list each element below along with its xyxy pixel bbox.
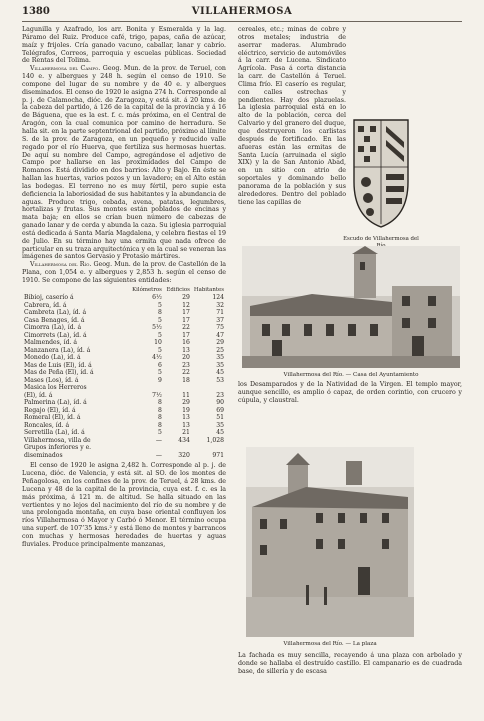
page-number: 1380 bbox=[22, 6, 50, 17]
table-cell-number: 12 bbox=[182, 301, 190, 309]
table-cell-number: 17 bbox=[182, 316, 190, 324]
table-cell-number: 22 bbox=[182, 369, 190, 377]
town-hall-photo bbox=[242, 246, 460, 368]
table-cell-number: 29 bbox=[182, 399, 190, 407]
table-cell-number: 7½ bbox=[152, 391, 162, 399]
table-cell-name: Cimorrets (La), íd. á bbox=[24, 331, 87, 339]
table-cell-number bbox=[192, 384, 226, 392]
table-cell-number: 22 bbox=[182, 324, 190, 332]
table-cell-name: Mases (Los), íd. á bbox=[24, 376, 79, 384]
left-column bbox=[22, 26, 226, 549]
coat-of-arms-image bbox=[346, 112, 416, 232]
table-header: Habitantes bbox=[193, 286, 224, 293]
table-row bbox=[22, 399, 226, 407]
table-cell-name: Regajo (El), íd. á bbox=[24, 406, 76, 414]
page-title: VILLAHERMOSA bbox=[191, 6, 293, 17]
table-cell-name: Monedo (La), íd. á bbox=[24, 354, 81, 362]
table-cell-number: 8 bbox=[158, 399, 162, 407]
paragraph bbox=[22, 261, 226, 285]
table-row bbox=[22, 332, 226, 340]
table-cell-number: 18 bbox=[182, 376, 190, 384]
table-cell-name: Romeral (El), íd. á bbox=[24, 414, 81, 422]
table-cell-number bbox=[130, 444, 164, 452]
table-cell-number: 23 bbox=[216, 391, 224, 399]
right-column-continued bbox=[238, 381, 462, 405]
table-cell-number: 8 bbox=[158, 406, 162, 414]
table-cell-number: 90 bbox=[216, 399, 224, 407]
table-cell-name: Mas de Luis (El), íd. á bbox=[24, 361, 92, 369]
table-cell-name: Casa Benages, íd. á bbox=[24, 316, 85, 324]
table-cell-number: 53 bbox=[216, 376, 224, 384]
right-column-final bbox=[238, 652, 462, 676]
table-cell-name: (El), íd. á bbox=[24, 391, 53, 399]
table-cell-number: 10 bbox=[154, 339, 162, 347]
table-cell-number: 5½ bbox=[152, 324, 162, 332]
paragraph: El censo de 1920 le asigna 2,482 h. Corresponde al p. j. de Lucena, dióc. de Valencia, y está sit. al SO. de los montes de Peñagolosa, en los confines de la prov. de Teruel, á 28 kms. de Lucena y 48 de la capital de la provincia, cuya est. f. c. es la más próxima, á 121 m. de altitud. Se halla situado en las vertientes y no lejos del nacimiento del río de su nombre y de una prolongada montaña, en cuya base oriental confluyen los ríos Villahermosa ó Mayor y Carbó ó Menor. El término ocupa una superf. de 107’35 kms.² y está lleno de montes y barrancos con muchas y hermosas heredades de huertas y aguas fluviales. Produce principalmente manzanas, bbox=[22, 462, 226, 548]
table-cell-name: Malmendes, íd. á bbox=[24, 339, 77, 347]
table-cell-number: 37 bbox=[216, 316, 224, 324]
table-cell-number: 35 bbox=[216, 361, 224, 369]
entry-name: Villahermosa del Río. bbox=[30, 261, 92, 269]
table-cell-number bbox=[130, 384, 164, 392]
table-cell-name: Masica los Herreros bbox=[24, 384, 87, 392]
table-cell-number bbox=[192, 444, 226, 452]
table-row bbox=[22, 437, 226, 445]
table-cell-number: 6½ bbox=[152, 294, 162, 302]
table-header-row bbox=[22, 287, 226, 295]
paragraph bbox=[22, 65, 226, 261]
table-cell-number: 29 bbox=[216, 339, 224, 347]
table-cell-name: Manzanera (La), íd. á bbox=[24, 346, 91, 354]
header-rule bbox=[22, 21, 462, 22]
table-cell-number: 51 bbox=[216, 414, 224, 422]
table-cell-number: 11 bbox=[182, 391, 190, 399]
table-body bbox=[22, 294, 226, 459]
table-cell-number: 17 bbox=[182, 331, 190, 339]
town-hall-photo-caption: Villahermosa del Río. — Casa del Ayuntamiento bbox=[283, 372, 419, 378]
table-cell-name: Mas de Peña (El), íd. á bbox=[24, 369, 94, 377]
coat-of-arms-icon bbox=[346, 112, 416, 232]
table-cell-number: 19 bbox=[182, 406, 190, 414]
table-cell-name: Cambreta (La), íd. á bbox=[24, 309, 87, 317]
table-cell-name: Grupos inferiores y e. bbox=[24, 444, 92, 452]
table-cell-number bbox=[164, 444, 192, 452]
table-row bbox=[22, 407, 226, 415]
table-cell-number: 8 bbox=[158, 421, 162, 429]
entry-text: Geog. Mun. de la prov. de Castellón de la Plana, con 1,054 e. y albergues y 2,853 h. según el censo de 1910. Se compone de las siguientes entidades: bbox=[22, 261, 226, 284]
table-cell-number: 124 bbox=[212, 294, 224, 302]
entry-name: Villahermosa del Campo. bbox=[30, 65, 101, 73]
table-cell-number: 320 bbox=[178, 451, 190, 459]
table-cell-number: 45 bbox=[216, 369, 224, 377]
table-cell-name: Villahermosa, villa de bbox=[24, 436, 91, 444]
paragraph: Lagunilla y Azafrado, los arr. Bonita y Esmeralda y la lag. Páramo del Ruiz. Produce café, trigo, papas, caña de azúcar, maíz y frijoles. Cría ganado vacuno, caballar, lanar y cabrío. Telégrafos, Correos, parroquia y escuelas públicas. Sociedad de Rentas del Tolima. bbox=[22, 26, 226, 65]
table-cell-name: Bibioj, caserío á bbox=[24, 294, 74, 302]
town-square-photo-caption: Villahermosa del Río. — La plaza bbox=[283, 641, 377, 647]
table-cell-number: 5 bbox=[158, 369, 162, 377]
table-cell-number: — bbox=[155, 451, 162, 459]
table-cell-number: 25 bbox=[216, 346, 224, 354]
table-cell-number: 9 bbox=[158, 376, 162, 384]
table-row bbox=[22, 347, 226, 355]
page-header bbox=[22, 6, 462, 20]
table-row bbox=[22, 452, 226, 460]
table-cell-number: 13 bbox=[182, 414, 190, 422]
table-cell-name: Cimorra (La), íd. á bbox=[24, 324, 82, 332]
paragraph: cereales, etc.; minas de cobre y otros metales; industria de aserrar maderas. Alumbrado eléctrico, servicio de automóviles á la carr. de Lucena. Sindicato Agrícola. Pasa á corta distancia la carr. de Castellón á Teruel. Clima frío. El caserío es regular, con calles estrechas y pendientes. Hay dos plazuelas. La iglesia parroquial está en lo alto de la población, cerca del Calvario y del granero del duque, que destruyeron los carlistas después de fortificado. En las afueras están las ermitas de Santa Lucía (arruinada el siglo XIX) y la de San Antonio Abad, en un sitio con atrio de soportales y dominando bello panorama de la población y sus alrededores. Dentro del poblado tiene las capillas de bbox=[238, 26, 346, 206]
table-row bbox=[22, 429, 226, 437]
table-cell-number: 5 bbox=[158, 429, 162, 437]
table-cell-number: 35 bbox=[216, 421, 224, 429]
table-row bbox=[22, 392, 226, 400]
population-table bbox=[22, 287, 226, 460]
paragraph: los Desamparados y de la Natividad de la Virgen. El templo mayor, aunque sencillo, es amplio ó capaz, de orden corintio, con crucero y cúpula, y claustral. bbox=[238, 381, 462, 404]
table-row bbox=[22, 414, 226, 422]
table-row bbox=[22, 422, 226, 430]
table-cell-number: 6 bbox=[158, 361, 162, 369]
table-cell-name: Serretilla (La), íd. á bbox=[24, 429, 85, 437]
table-cell-number: 5 bbox=[158, 301, 162, 309]
table-cell-number: 69 bbox=[216, 406, 224, 414]
table-header bbox=[22, 287, 130, 295]
table-cell-number: 13 bbox=[182, 421, 190, 429]
table-row bbox=[22, 339, 226, 347]
table-cell-number: 8 bbox=[158, 309, 162, 317]
table-cell-number: 5 bbox=[158, 316, 162, 324]
table-row bbox=[22, 324, 226, 332]
table-cell-number: 4½ bbox=[152, 354, 162, 362]
table-cell-number: 47 bbox=[216, 331, 224, 339]
table-row bbox=[22, 294, 226, 302]
paragraph: La fachada es muy sencilla, recayendo á una plaza con arbolado y donde se hallaba el destruído castillo. El campanario es de cuadrada base, de sillería y de escasa bbox=[238, 652, 462, 675]
table-cell-number: — bbox=[155, 436, 162, 444]
table-header: Kilómetros bbox=[132, 286, 162, 293]
table-row bbox=[22, 384, 226, 392]
table-cell-number: 23 bbox=[182, 361, 190, 369]
entry-text: Geog. Mun. de la prov. de Teruel, con 140 e. y albergues y 248 h. según el censo de 1910. Se compone del lugar de su nombre y de 40 e. y albergues diseminados. El censo de 1920 le asigna 274 h. Corresponde al p. j. de Calamocha, dióc. de Zaragoza, y está sit. á 20 kms. de la cabeza del partido, á 126 de la capital de la provincia y á 16 de Báguena, que es la est. f. c. más próxima, en el Central de Aragón, con la cual comunica por camino de herradura. Se halla sit. en la parte septentrional del partido, próximo al límite S. de la prov. de Zaragoza, en un pequeño y reducido valle regado por el río Huerva, que fertiliza sus hermosas huertas. De aquí su nombre del Campo, agregándose el adjetivo de Campo por hallarse en las proximidades del Campo de Romanos. Está dividido en dos barrios: Alto y Bajo. En éste se hallan las huertas, varios pozos y un lavadero; en el Alto están las bodegas. El terreno no es muy fértil, pero supie esta deficiencia la laboriosidad de sus habitantes y la abundancia de aguas. Produce trigo, cebada, avena, patatas, legumbres, hortalizas y frutas. Sus montes están poblados de encinas y mata baja; en ellos se crían buen número de cabezas de ganado lanar y de cerda y abunda la caza. Su iglesia parroquial está dedicada á Santa María Magdalena, y celebra fiestas el 19 de Julio. En su término hay una ermita que nada ofrece de particular en su traza arquitectónica y en la cual se veneran las imágenes de santos Gervasio y Protasio mártires. bbox=[22, 65, 226, 261]
table-row bbox=[22, 377, 226, 385]
table-cell-number: 17 bbox=[182, 309, 190, 317]
town-square-photo bbox=[246, 447, 414, 637]
coat-of-arms-caption: Escudo de Villahermosa del bbox=[343, 236, 419, 242]
table-cell-number: 75 bbox=[216, 324, 224, 332]
table-cell-number bbox=[164, 384, 192, 392]
table-row bbox=[22, 309, 226, 317]
table-row bbox=[22, 317, 226, 325]
table-cell-number: 20 bbox=[182, 354, 190, 362]
table-cell-number: 21 bbox=[182, 429, 190, 437]
table-cell-number: 8 bbox=[158, 414, 162, 422]
table-cell-name: Cabrera, íd. á bbox=[24, 301, 67, 309]
table-cell-name: Roncales, íd. á bbox=[24, 421, 70, 429]
table-cell-number: 16 bbox=[182, 339, 190, 347]
table-row bbox=[22, 369, 226, 377]
table-cell-number: 5 bbox=[158, 346, 162, 354]
table-row bbox=[22, 302, 226, 310]
table-cell-number: 1,028 bbox=[206, 436, 224, 444]
table-header: Edificios bbox=[166, 286, 190, 293]
table-cell-number: 45 bbox=[216, 429, 224, 437]
table-cell-name: diseminados bbox=[24, 451, 63, 459]
table-cell-number: 434 bbox=[178, 436, 190, 444]
table-cell-number: 29 bbox=[182, 294, 190, 302]
table-cell-number: 5 bbox=[158, 331, 162, 339]
table-cell-number: 35 bbox=[216, 354, 224, 362]
table-cell-number: 13 bbox=[182, 346, 190, 354]
table-row bbox=[22, 354, 226, 362]
table-cell-number: 32 bbox=[216, 301, 224, 309]
table-cell-number: 71 bbox=[216, 309, 224, 317]
table-row bbox=[22, 444, 226, 452]
table-row bbox=[22, 362, 226, 370]
table-cell-number: 971 bbox=[212, 451, 224, 459]
table-cell-name: Palmerina (La), íd. á bbox=[24, 399, 87, 407]
